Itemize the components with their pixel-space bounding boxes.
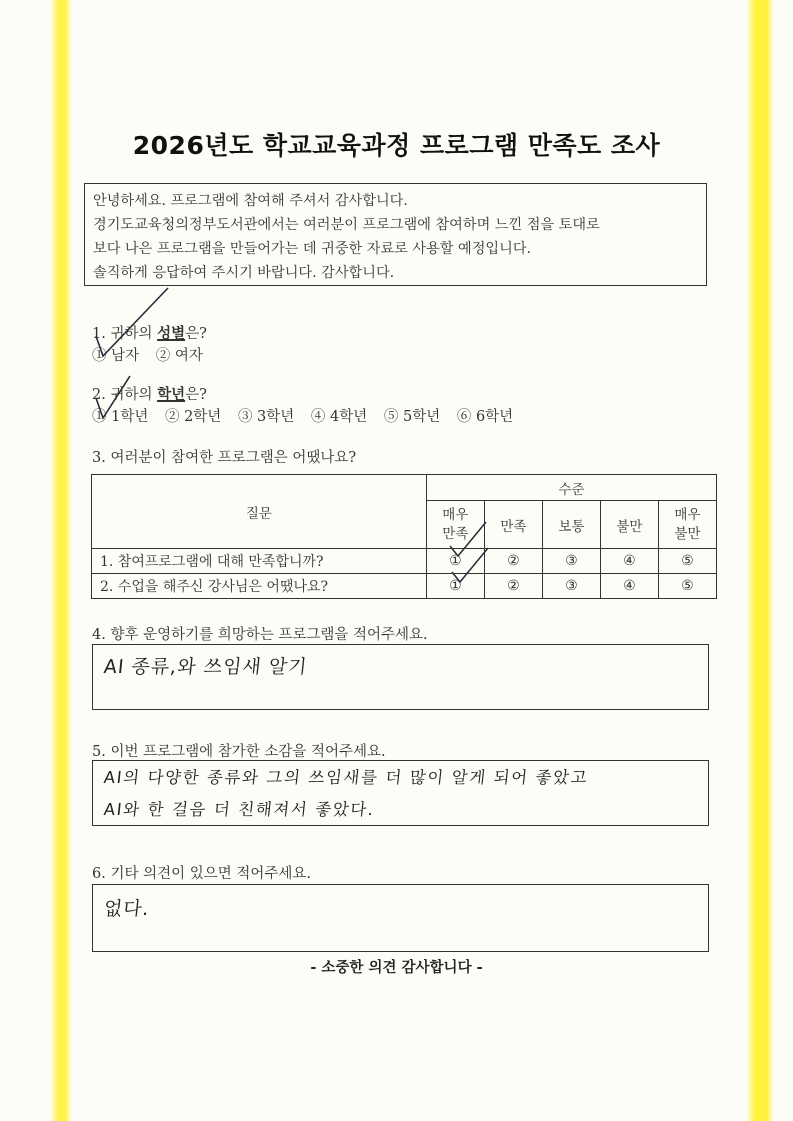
handwritten-answer-5-line-1: AI의 다양한 종류와 그의 쓰임새를 더 많이 알게 되어 좋았고	[102, 768, 590, 787]
question-4: 4. 향후 운영하기를 희망하는 프로그램을 적어주세요.	[92, 627, 428, 643]
rating-option[interactable]: ④	[600, 549, 658, 574]
rating-option[interactable]: ③	[542, 549, 600, 574]
handwritten-answer-6: 없다.	[102, 898, 151, 920]
row-question: 2. 수업을 해주신 강사님은 어땠나요?	[92, 574, 427, 599]
question-number: 2.	[92, 387, 106, 403]
rating-option[interactable]: ⑤	[658, 574, 716, 599]
rating-option[interactable]: ③	[542, 574, 600, 599]
row-question: 1. 참여프로그램에 대해 만족합니까?	[92, 549, 427, 574]
handwritten-answer-5-line-2: AI와 한 걸음 더 친해져서 좋았다.	[102, 800, 376, 819]
option-male[interactable]: ① 남자	[92, 348, 140, 364]
option-grade-4[interactable]: ④ 4학년	[310, 409, 368, 425]
intro-line: 보다 나은 프로그램을 만들어가는 데 귀중한 자료로 사용할 예정입니다.	[93, 241, 532, 257]
level-satisfied: 만족	[484, 501, 542, 549]
intro-line: 안녕하세요. 프로그램에 참여해 주셔서 감사합니다.	[93, 193, 408, 209]
level-very-satisfied: 매우 만족	[426, 501, 484, 549]
column-header-question: 질문	[92, 475, 427, 549]
checkmark-row-2	[452, 548, 488, 582]
question-text-suffix: 은?	[185, 387, 207, 403]
question-5: 5. 이번 프로그램에 참가한 소감을 적어주세요.	[92, 744, 386, 760]
handwritten-answer-4: AI 종류,와 쓰임새 알기	[102, 656, 309, 678]
intro-line: 솔직하게 응답하여 주시기 바랍니다. 감사합니다.	[93, 265, 395, 281]
intro-line: 경기도교육청의정부도서관에서는 여러분이 프로그램에 참여하며 느낀 점을 토대로	[93, 217, 600, 233]
question-6: 6. 기타 의견이 있으면 적어주세요.	[92, 866, 311, 882]
option-grade-1[interactable]: ① 1학년	[92, 409, 149, 425]
checkmark-row-1	[450, 522, 486, 556]
question-3: 3. 여러분이 참여한 프로그램은 어땠나요?	[92, 450, 357, 466]
rating-option[interactable]: ①	[426, 574, 484, 599]
rating-option[interactable]: ④	[600, 574, 658, 599]
question-keyword: 학년	[157, 387, 186, 403]
question-number: 1.	[92, 326, 106, 342]
rating-option[interactable]: ①	[426, 549, 484, 574]
option-female[interactable]: ② 여자	[155, 348, 203, 364]
option-grade-5[interactable]: ⑤ 5학년	[383, 409, 441, 425]
level-neutral: 보통	[542, 501, 600, 549]
rating-option[interactable]: ⑤	[658, 549, 716, 574]
question-keyword: 성별	[157, 326, 186, 342]
checkmark-gender	[96, 288, 168, 356]
level-dissatisfied: 불만	[600, 501, 658, 549]
column-header-level: 수준	[426, 475, 716, 501]
question-text: 귀하의	[110, 326, 158, 342]
survey-title: 2026년도 학교교육과정 프로그램 만족도 조사	[132, 131, 661, 160]
level-very-dissatisfied: 매우 불만	[658, 501, 716, 549]
question-text: 귀하의	[110, 387, 158, 403]
option-grade-2[interactable]: ② 2학년	[164, 409, 222, 425]
option-grade-3[interactable]: ③ 3학년	[237, 409, 295, 425]
rating-option[interactable]: ②	[484, 549, 542, 574]
rating-option[interactable]: ②	[484, 574, 542, 599]
footer-thanks: - 소중한 의견 감사합니다 -	[310, 960, 483, 976]
question-text-suffix: 은?	[185, 326, 207, 342]
option-grade-6[interactable]: ⑥ 6학년	[456, 409, 514, 425]
checkmark-grade	[96, 376, 130, 418]
